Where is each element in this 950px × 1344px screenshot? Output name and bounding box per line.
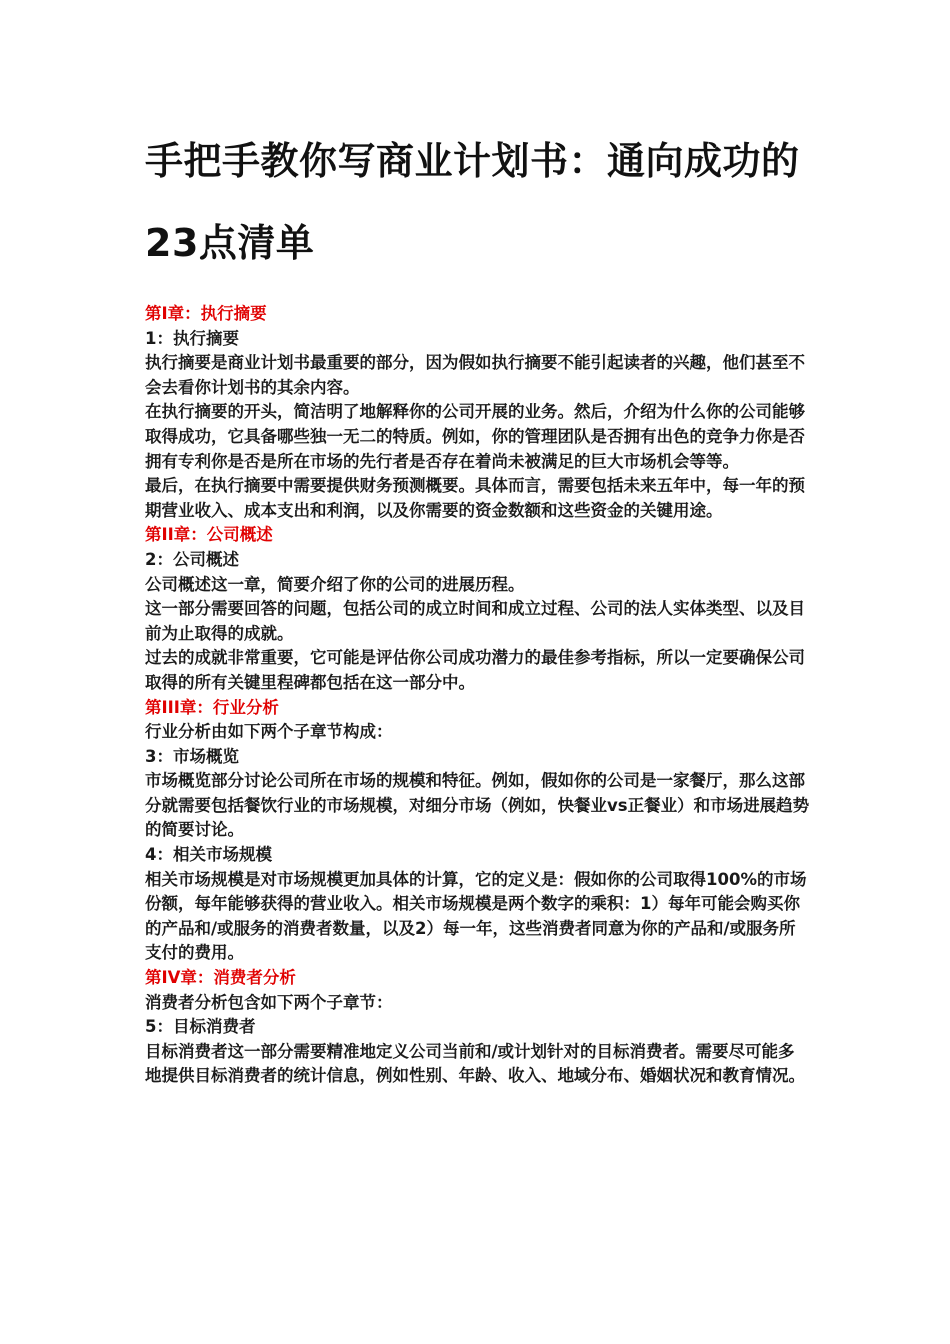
section-5-title: 5：目标消费者 <box>145 1017 256 1037</box>
paragraph: 目标消费者这一部分需要精准地定义公司当前和/或计划针对的目标消费者。需要尽可能多地提供目标消费者的统计信息，例如性别、年龄、收入、地域分布、婚姻状况和教育情况。 <box>145 1041 805 1086</box>
chapter-4-intro: 消费者分析包含如下两个子章节： <box>145 992 393 1012</box>
title-line-2: 23点清单 <box>145 221 315 265</box>
paragraph: 最后，在执行摘要中需要提供财务预测概要。具体而言，需要包括未来五年中，每一年的预期营业收入、成本支出和利润，以及你需要的资金数额和这些资金的关键用途。 <box>145 476 805 520</box>
chapter-1-heading: 第I章：执行摘要 <box>145 304 267 323</box>
chapter-2-heading: 第II章：公司概述 <box>145 525 273 545</box>
paragraph: 公司概述这一章，简要介绍了你的公司的进展历程。 <box>145 574 525 594</box>
paragraph: 过去的成就非常重要，它可能是评估你公司成功潜力的最佳参考指标，所以一定要确保公司取得的所有关键里程碑都包括在这一部分中。 <box>145 648 805 692</box>
document-title <box>145 120 810 284</box>
section-3-title: 3：市场概览 <box>145 746 239 766</box>
section-4-title: 4：相关市场规模 <box>145 845 272 865</box>
paragraph: 市场概览部分讨论公司所在市场的规模和特征。例如，假如你的公司是一家餐厅，那么这部分就需要包括餐饮行业的市场规模，对细分市场（例如，快餐业vs正餐业）和市场进展趋势的简要讨论。 <box>145 771 810 840</box>
chapter-3-heading: 第III章：行业分析 <box>145 697 279 717</box>
document-page <box>145 120 810 1089</box>
paragraph: 在执行摘要的开头，简洁明了地解释你的公司开展的业务。然后，介绍为什么你的公司能够取得成功，它具备哪些独一无二的特质。例如，你的管理团队是否拥有出色的竞争力你是否拥有专利你是否是所在市场的先行者是否存在着尚未被满足的巨大市场机会等等。 <box>145 402 805 471</box>
section-1-title: 1：执行摘要 <box>145 328 239 348</box>
section-2-title: 2：公司概述 <box>145 549 239 569</box>
chapter-4-heading: 第IV章：消费者分析 <box>145 968 296 988</box>
chapter-3-intro: 行业分析由如下两个子章节构成： <box>145 722 393 742</box>
title-line-1: 手把手教你写商业计划书：通向成功的 <box>145 139 800 183</box>
paragraph: 这一部分需要回答的问题，包括公司的成立时间和成立过程、公司的法人实体类型、以及目前为止取得的成就。 <box>145 599 805 643</box>
document-body <box>145 302 810 1089</box>
paragraph: 执行摘要是商业计划书最重要的部分，因为假如执行摘要不能引起读者的兴趣，他们甚至不会去看你计划书的其余内容。 <box>145 353 805 397</box>
paragraph: 相关市场规模是对市场规模更加具体的计算，它的定义是：假如你的公司取得100%的市场份额，每年能够获得的营业收入。相关市场规模是两个数字的乘积：1）每年可能会购买你的产品和/或服务的消费者数量，以及2）每一年，这些消费者同意为你的产品和/或服务所支付的费用。 <box>145 869 807 963</box>
